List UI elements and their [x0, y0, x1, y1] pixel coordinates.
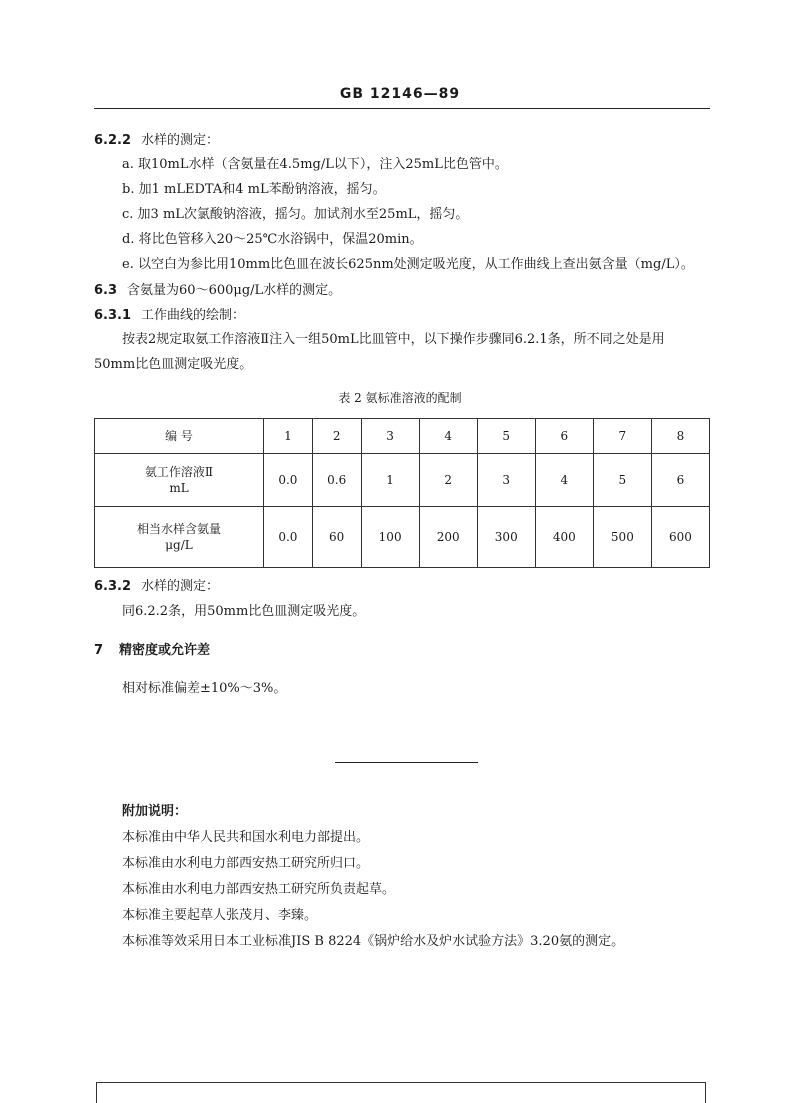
section-6-2-2-heading — [94, 132, 219, 150]
section-6-3-2-paragraph: 同6.2.2条，用50mm比色皿测定吸光度。 — [122, 604, 366, 619]
closing-rule — [335, 762, 478, 763]
notes-line: 本标准由中华人民共和国水利电力部提出。 — [122, 830, 370, 845]
step-c: c. 加3 mL次氯酸钠溶液，摇匀。加试剂水至25mL，摇匀。 — [122, 207, 469, 222]
table-row-equivalent-ammonia — [95, 507, 710, 568]
section-6-3-1-paragraph-line-1: 按表2规定取氨工作溶液Ⅱ注入一组50mL比皿管中，以下操作步骤同6.2.1条，所不同之处是用 — [122, 332, 665, 347]
section-title: 精密度或允许差 — [119, 643, 211, 658]
table-cell: 1 — [361, 454, 419, 507]
table-cell: 2 — [419, 454, 477, 507]
table-row-working-solution — [95, 454, 710, 507]
header-label: 编 号 — [95, 419, 264, 454]
header-rule — [94, 108, 710, 109]
table-cell: 300 — [477, 507, 535, 568]
row-label-unit: μg/L — [165, 538, 193, 552]
step-e: e. 以空白为参比用10mm比色皿在波长625nm处测定吸光度，从工作曲线上查出氨含量（mg/L）。 — [122, 257, 694, 272]
table-cell: 0.0 — [264, 507, 313, 568]
section-title: 水样的测定： — [141, 133, 220, 148]
table-cell: 60 — [312, 507, 361, 568]
notes-title: 附加说明： — [122, 804, 188, 819]
row-label-unit: mL — [169, 481, 189, 495]
table-header-row — [95, 419, 710, 454]
step-d: d. 将比色管移入20～25℃水浴锅中，保温20min。 — [122, 232, 423, 247]
section-number: 6.2.2 — [94, 133, 132, 148]
section-title: 水样的测定： — [141, 579, 220, 594]
notes-line: 本标准等效采用日本工业标准JIS B 8224《锅炉给水及炉水试验方法》3.20氨的测定。 — [122, 934, 625, 949]
table-cell: 4 — [535, 454, 593, 507]
page-header-standard-number: GB 12146—89 — [339, 86, 461, 102]
section-6-3-2-heading — [94, 578, 219, 596]
column-number: 1 — [264, 419, 313, 454]
column-number: 3 — [361, 419, 419, 454]
step-a: a. 取10mL水样（含氨量在4.5mg/L以下），注入25mL比色管中。 — [122, 157, 508, 172]
table-cell: 3 — [477, 454, 535, 507]
table-cell: 0.6 — [312, 454, 361, 507]
section-6-3-1-paragraph-line-2: 50mm比色皿测定吸光度。 — [94, 357, 253, 372]
column-number: 6 — [535, 419, 593, 454]
table-cell: 5 — [593, 454, 651, 507]
column-number: 8 — [651, 419, 709, 454]
section-number: 6.3.2 — [94, 579, 132, 594]
notes-line: 本标准由水利电力部西安热工研究所归口。 — [122, 856, 370, 871]
table-cell: 100 — [361, 507, 419, 568]
table-caption: 表 2 氨标准溶液的配制 — [338, 391, 462, 405]
row-label — [95, 507, 264, 568]
column-number: 2 — [312, 419, 361, 454]
section-number: 7 — [94, 643, 104, 658]
section-7-paragraph: 相对标准偏差±10%～3%。 — [122, 681, 287, 696]
column-number: 7 — [593, 419, 651, 454]
page-footer-frame — [96, 1082, 706, 1103]
section-title: 含氨量为60～600μg/L水样的测定。 — [127, 283, 342, 298]
ammonia-standard-table — [94, 418, 710, 568]
section-6-3-heading — [94, 282, 341, 300]
section-number: 6.3.1 — [94, 308, 132, 323]
table-cell: 0.0 — [264, 454, 313, 507]
notes-line: 本标准主要起草人张茂月、李臻。 — [122, 908, 318, 923]
row-label — [95, 454, 264, 507]
table-cell: 400 — [535, 507, 593, 568]
table-cell: 500 — [593, 507, 651, 568]
section-6-3-1-heading — [94, 307, 245, 325]
section-title: 工作曲线的绘制： — [141, 308, 246, 323]
step-b: b. 加1 mLEDTA和4 mL苯酚钠溶液，摇匀。 — [122, 182, 386, 197]
section-7-heading — [94, 642, 210, 660]
table-cell: 200 — [419, 507, 477, 568]
table-cell: 600 — [651, 507, 709, 568]
section-number: 6.3 — [94, 283, 118, 298]
notes-line: 本标准由水利电力部西安热工研究所负责起草。 — [122, 882, 396, 897]
row-label-line: 相当水样含氨量 — [136, 522, 221, 536]
column-number: 5 — [477, 419, 535, 454]
row-label-line: 氨工作溶液Ⅱ — [144, 465, 214, 479]
table-cell: 6 — [651, 454, 709, 507]
column-number: 4 — [419, 419, 477, 454]
